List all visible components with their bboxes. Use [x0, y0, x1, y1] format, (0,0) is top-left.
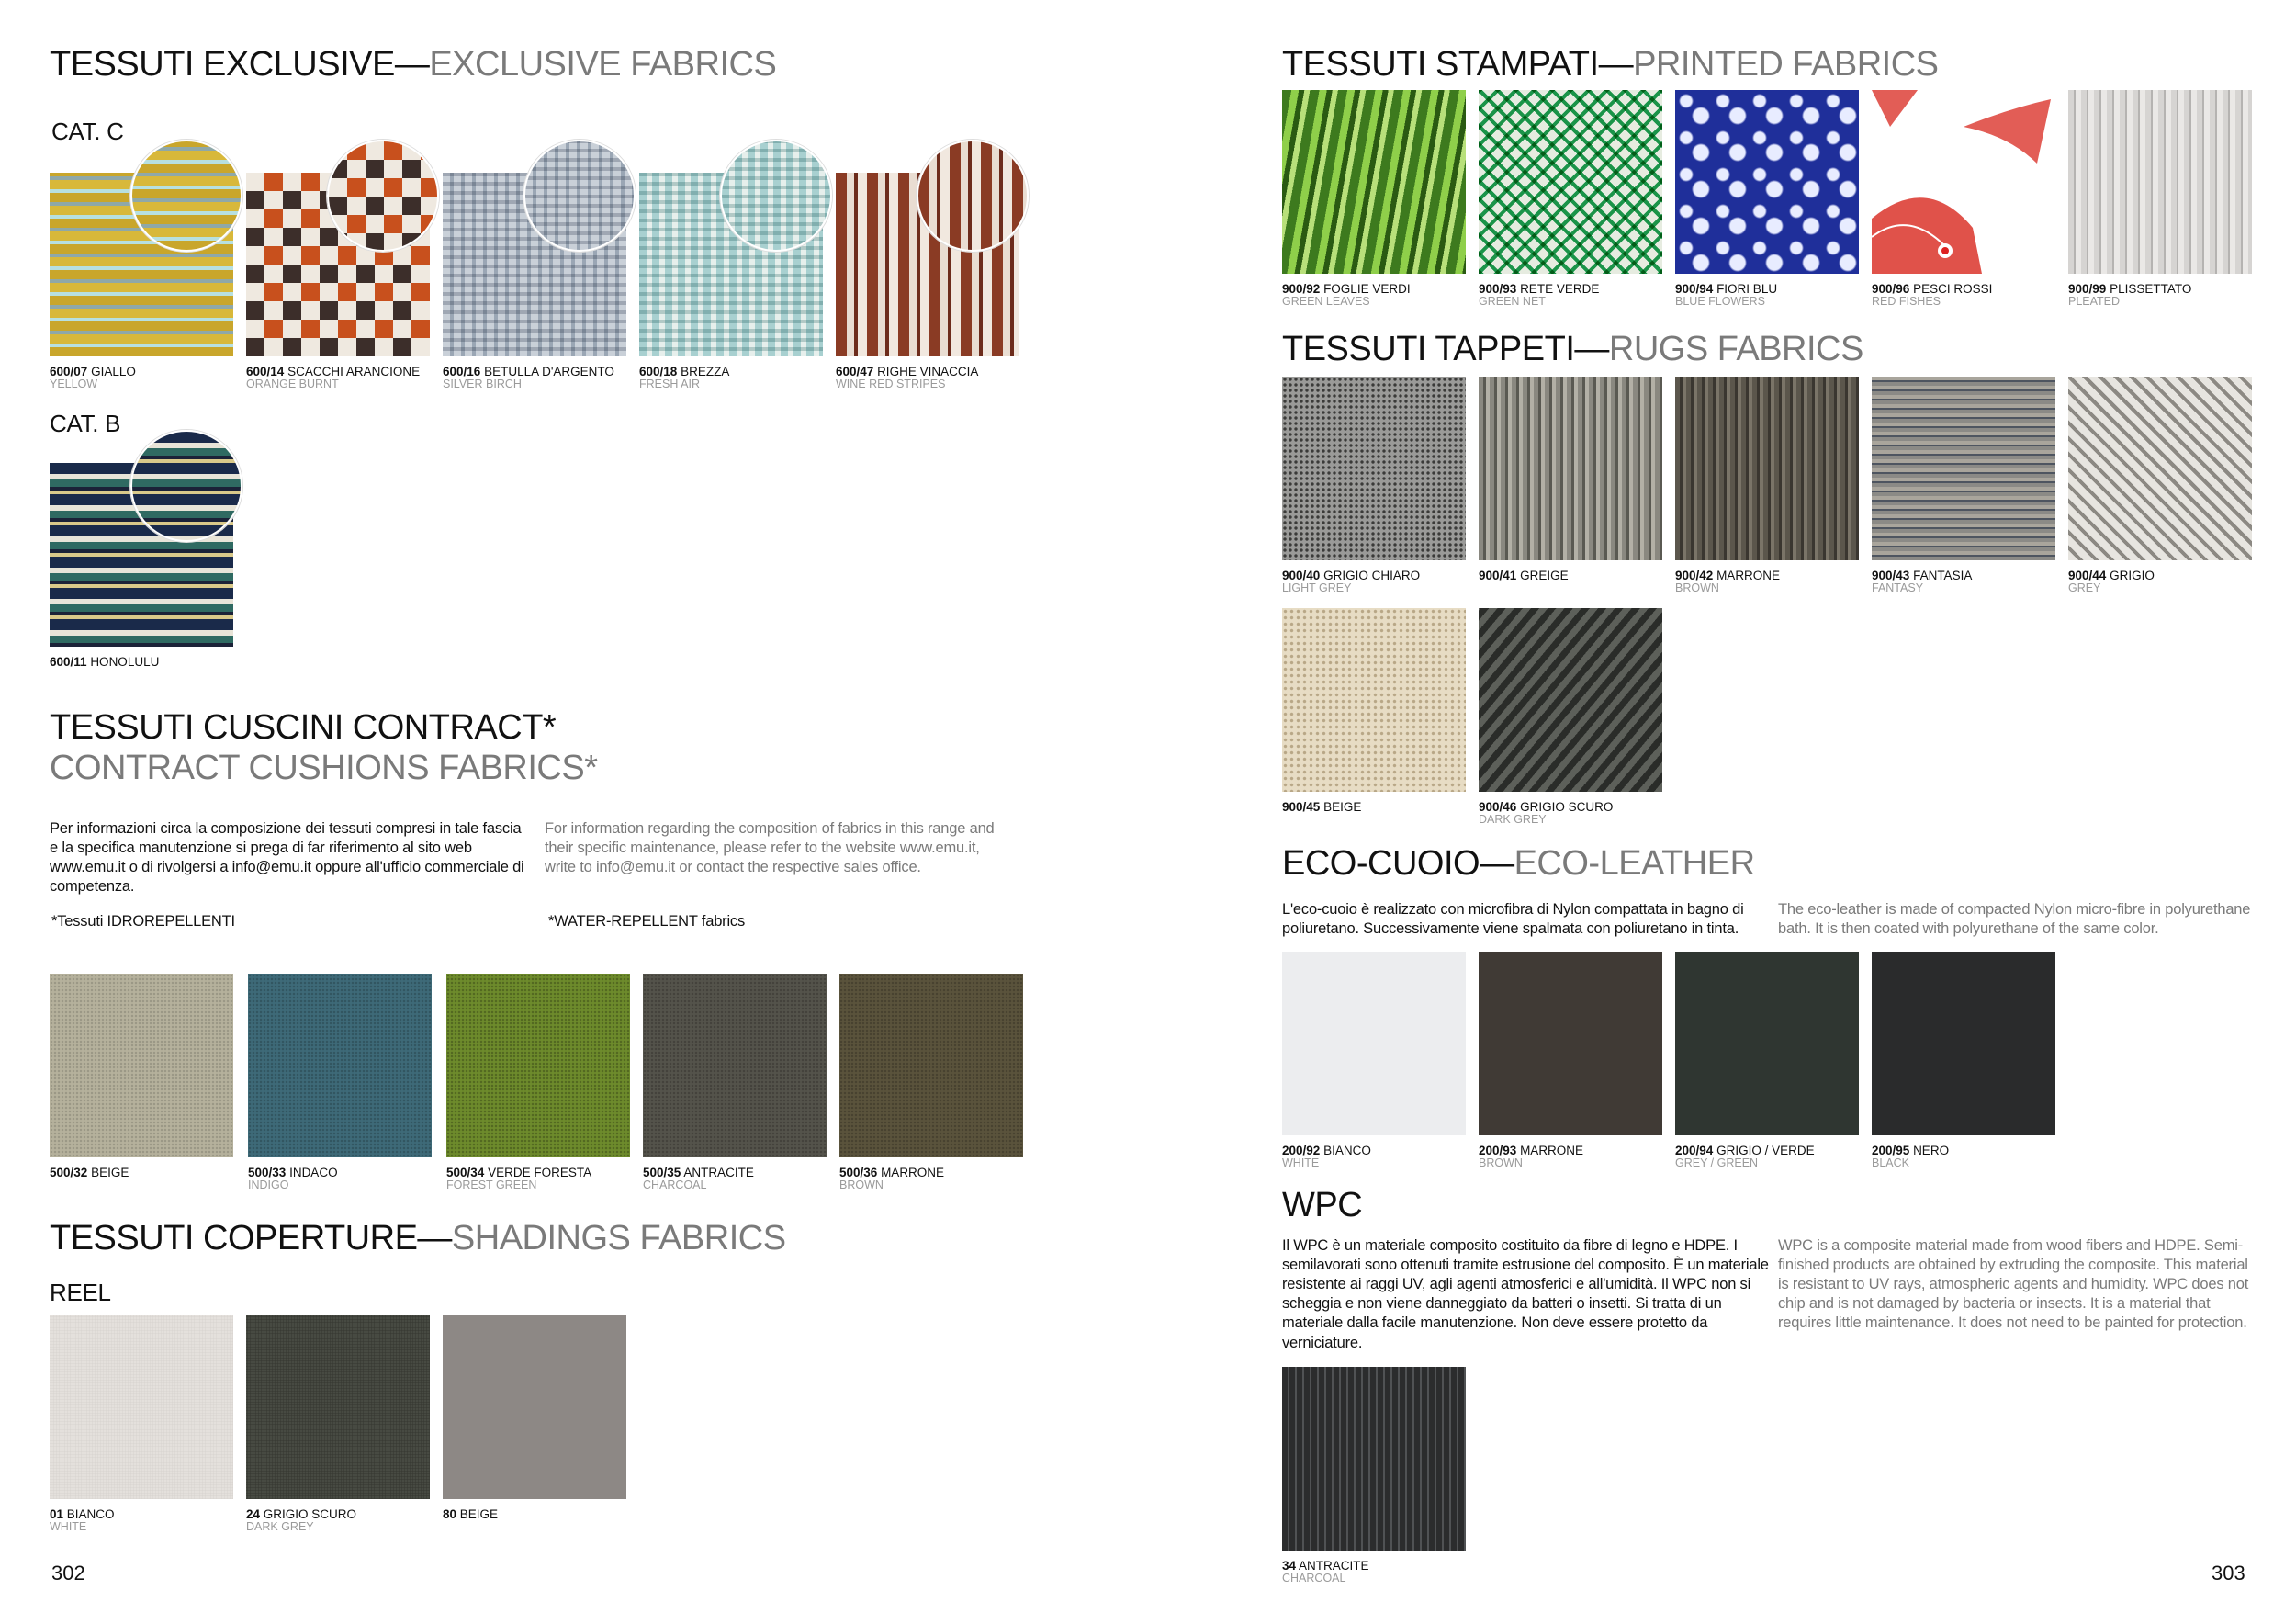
swatch-label: 200/94 GRIGIO / VERDE GREY / GREEN: [1675, 1144, 1815, 1170]
swatch-label: 24 GRIGIO SCURO DARK GREY: [246, 1507, 357, 1534]
swatch-image: [443, 1315, 626, 1499]
swatch-image: [1872, 90, 2055, 274]
swatch-detail-circle: [130, 140, 242, 252]
fabric-swatch-reel-80[interactable]: [443, 1315, 626, 1521]
swatch-image: [1479, 377, 1662, 560]
swatch-image: [1282, 608, 1466, 792]
swatch-image: [1479, 608, 1662, 792]
fabric-swatch-600-14[interactable]: [246, 173, 430, 391]
cat-b-label: CAT. B: [50, 410, 121, 437]
reel-label: REEL: [50, 1279, 111, 1306]
swatch-image: [1479, 952, 1662, 1135]
leather-title: [1282, 845, 1755, 884]
swatch-label: 900/94 FIORI BLU BLUE FLOWERS: [1675, 282, 1778, 309]
exclusive-title-en: EXCLUSIVE FABRICS: [429, 45, 777, 84]
swatch-label: 200/93 MARRONE BROWN: [1479, 1144, 1584, 1170]
wpc-title: WPC: [1282, 1186, 1363, 1224]
swatch-detail-circle: [523, 140, 636, 252]
swatch-label: 80 BEIGE: [443, 1507, 499, 1521]
fabric-swatch-900-42[interactable]: [1675, 377, 1859, 595]
swatch-detail-circle: [130, 430, 242, 542]
fabric-swatch-900-41[interactable]: [1479, 377, 1662, 582]
swatch-label: 600/18 BREZZA FRESH AIR: [639, 365, 730, 391]
title-dash: —: [1598, 45, 1634, 84]
swatch-label: 600/11 HONOLULU: [50, 655, 160, 669]
swatch-label: 900/92 FOGLIE VERDI GREEN LEAVES: [1282, 282, 1411, 309]
fabric-swatch-900-93[interactable]: [1479, 90, 1662, 309]
wpc-paragraph-en: WPC is a composite material made from wood fibers and HDPE. Semi-finished products are obtained by extruding the composite. This material is resistant to UV rays, atmospheric agents and humidity. WPC does not chip and is not damaged by bacteria or insects. It is a material that requires little maintenance. It does not need to be painted for protection.: [1778, 1237, 2249, 1332]
swatch-label: 500/36 MARRONE BROWN: [839, 1166, 945, 1192]
swatch-label: 900/43 FANTASIA FANTASY: [1872, 569, 1973, 595]
cat-c-label: CAT. C: [51, 118, 124, 145]
swatch-image: [1872, 377, 2055, 560]
swatch-label: 900/44 GRIGIO GREY: [2068, 569, 2155, 595]
swatch-image: [1282, 952, 1466, 1135]
swatch-label: 600/16 BETULLA D'ARGENTO SILVER BIRCH: [443, 365, 614, 391]
cushions-note-en: *WATER-REPELLENT fabrics: [548, 913, 746, 930]
swatch-label: 600/07 GIALLO YELLOW: [50, 365, 136, 391]
swatch-image: [1282, 90, 1466, 274]
wpc-swatch-34[interactable]: [1282, 1367, 1466, 1585]
swatch-label: 900/45 BEIGE: [1282, 800, 1362, 814]
leather-swatch-200-93[interactable]: [1479, 952, 1662, 1170]
swatch-image: [1479, 90, 1662, 274]
swatch-label: 600/47 RIGHE VINACCIA WINE RED STRIPES: [836, 365, 979, 391]
fabric-swatch-reel-24[interactable]: [246, 1315, 430, 1534]
swatch-image: [50, 974, 233, 1157]
swatch-label: 900/42 MARRONE BROWN: [1675, 569, 1781, 595]
leather-swatch-200-95[interactable]: [1872, 952, 2055, 1170]
swatch-image: [1675, 377, 1859, 560]
shadings-title: [50, 1220, 786, 1258]
fabric-swatch-500-35[interactable]: [643, 974, 827, 1192]
swatch-label: 34 ANTRACITE CHARCOAL: [1282, 1559, 1369, 1585]
swatch-label: 900/41 GREIGE: [1479, 569, 1569, 582]
printed-title-it: TESSUTI STAMPATI: [1282, 45, 1599, 84]
swatch-label: 900/99 PLISSETTATO PLEATED: [2068, 282, 2192, 309]
leather-paragraph-it: L'eco-cuoio è realizzato con microfibra di Nylon compattata in bagno di poliuretano. Successivamente viene spalmata con poliuretano in tinta.: [1282, 901, 1744, 938]
leather-paragraph-en: The eco-leather is made of compacted Nylon micro-fibre in polyurethane bath. It is then coated with polyurethane of the same color.: [1778, 901, 2251, 938]
fabric-swatch-900-40[interactable]: [1282, 377, 1466, 595]
fabric-swatch-600-16[interactable]: [443, 173, 626, 391]
leather-title-en: ECO-LEATHER: [1514, 844, 1755, 883]
swatch-image: [50, 1315, 233, 1499]
swatch-label: 900/93 RETE VERDE GREEN NET: [1479, 282, 1600, 309]
swatch-image: [839, 974, 1023, 1157]
fabric-swatch-600-47[interactable]: [836, 173, 1019, 391]
swatch-image: [1282, 377, 1466, 560]
title-dash: —: [394, 45, 430, 84]
leather-swatch-200-94[interactable]: [1675, 952, 1859, 1170]
fabric-swatch-900-44[interactable]: [2068, 377, 2252, 595]
wpc-paragraph-it: Il WPC è un materiale composito costituito da fibre di legno e HDPE. I semilavorati sono ottenuti tramite estrusione del composito. È un materiale resistente ai raggi UV, agli agenti atmosferici e all'umidità. Il WPC non si scheggia e non viene danneggiato da batteri o insetti. Si tratta di un materiale dalla facile manutenzione. Non deve essere protetto da verniciature.: [1282, 1237, 1769, 1351]
fabric-swatch-500-36[interactable]: [839, 974, 1023, 1192]
title-dash: —: [417, 1219, 452, 1257]
cushions-paragraph-it: Per informazioni circa la composizione dei tessuti compresi in tale fascia e la specifica manutenzione si prega di far riferimento al sito web www.emu.it o di rivolgersi a info@emu.it oppure all'ufficio commerciale di competenza.: [50, 820, 524, 896]
exclusive-title: [50, 46, 776, 85]
swatch-label: 200/92 BIANCO WHITE: [1282, 1144, 1371, 1170]
swatch-label: 500/33 INDACO INDIGO: [248, 1166, 338, 1192]
swatch-detail-circle: [327, 140, 439, 252]
swatch-image: [1282, 1367, 1466, 1551]
swatch-label: 500/32 BEIGE: [50, 1166, 129, 1179]
leather-swatch-200-92[interactable]: [1282, 952, 1466, 1170]
fabric-swatch-600-18[interactable]: [639, 173, 823, 391]
title-dash: —: [1574, 330, 1609, 368]
swatch-image: [1675, 90, 1859, 274]
fabric-swatch-900-96[interactable]: [1872, 90, 2055, 309]
rugs-title-en: RUGS FABRICS: [1608, 330, 1863, 368]
title-dash: —: [1480, 844, 1514, 883]
swatch-label: 900/46 GRIGIO SCURO DARK GREY: [1479, 800, 1614, 827]
swatch-image: [643, 974, 827, 1157]
printed-title-en: PRINTED FABRICS: [1633, 45, 1939, 84]
cushions-paragraph-en: For information regarding the composition of fabrics in this range and their specific maintenance, please refer to the website www.emu.it, write to info@emu.it or contact the respective sales office.: [545, 820, 995, 876]
fabric-swatch-500-34[interactable]: [446, 974, 630, 1192]
swatch-label: 500/34 VERDE FORESTA FOREST GREEN: [446, 1166, 592, 1192]
leather-title-it: ECO-CUOIO: [1282, 844, 1480, 883]
swatch-image: [2068, 377, 2252, 560]
swatch-label: 900/96 PESCI ROSSI RED FISHES: [1872, 282, 1993, 309]
swatch-detail-circle: [917, 140, 1029, 252]
fabric-swatch-900-46[interactable]: [1479, 608, 1662, 827]
fabric-swatch-900-92[interactable]: [1282, 90, 1466, 309]
exclusive-title-it: TESSUTI EXCLUSIVE: [50, 45, 395, 84]
fabric-swatch-600-11[interactable]: [50, 463, 233, 669]
rugs-title: [1282, 331, 1863, 369]
swatch-label: 500/35 ANTRACITE CHARCOAL: [643, 1166, 754, 1192]
swatch-label: 600/14 SCACCHI ARANCIONE ORANGE BURNT: [246, 365, 421, 391]
fabric-swatch-900-94[interactable]: [1675, 90, 1859, 309]
printed-title: [1282, 46, 1939, 85]
cushions-note-it: *Tessuti IDROREPELLENTI: [51, 913, 235, 930]
fabric-swatch-900-99[interactable]: [2068, 90, 2252, 309]
fabric-swatch-500-33[interactable]: [248, 974, 432, 1192]
fabric-swatch-600-07[interactable]: [50, 173, 233, 391]
swatch-label: 01 BIANCO WHITE: [50, 1507, 115, 1534]
swatch-label: 900/40 GRIGIO CHIARO LIGHT GREY: [1282, 569, 1421, 595]
page-number-left: 302: [51, 1562, 85, 1585]
swatch-image: [1675, 952, 1859, 1135]
fabric-swatch-500-32[interactable]: [50, 974, 233, 1179]
shadings-title-en: SHADINGS FABRICS: [451, 1219, 786, 1257]
fabric-swatch-900-45[interactable]: [1282, 608, 1466, 814]
swatch-image: [1872, 952, 2055, 1135]
rugs-title-it: TESSUTI TAPPETI: [1282, 330, 1575, 368]
swatch-image: [446, 974, 630, 1157]
fabric-swatch-900-43[interactable]: [1872, 377, 2055, 595]
swatch-image: [246, 1315, 430, 1499]
fabric-swatch-reel-01[interactable]: [50, 1315, 233, 1534]
swatch-image: [248, 974, 432, 1157]
swatch-label: 200/95 NERO BLACK: [1872, 1144, 1950, 1170]
shadings-title-it: TESSUTI COPERTURE: [50, 1219, 418, 1257]
cushions-title-en: CONTRACT CUSHIONS FABRICS*: [50, 749, 598, 787]
swatch-detail-circle: [720, 140, 832, 252]
page-number-right: 303: [2212, 1562, 2245, 1585]
cushions-title-it: TESSUTI CUSCINI CONTRACT*: [50, 708, 557, 747]
swatch-image: [2068, 90, 2252, 274]
